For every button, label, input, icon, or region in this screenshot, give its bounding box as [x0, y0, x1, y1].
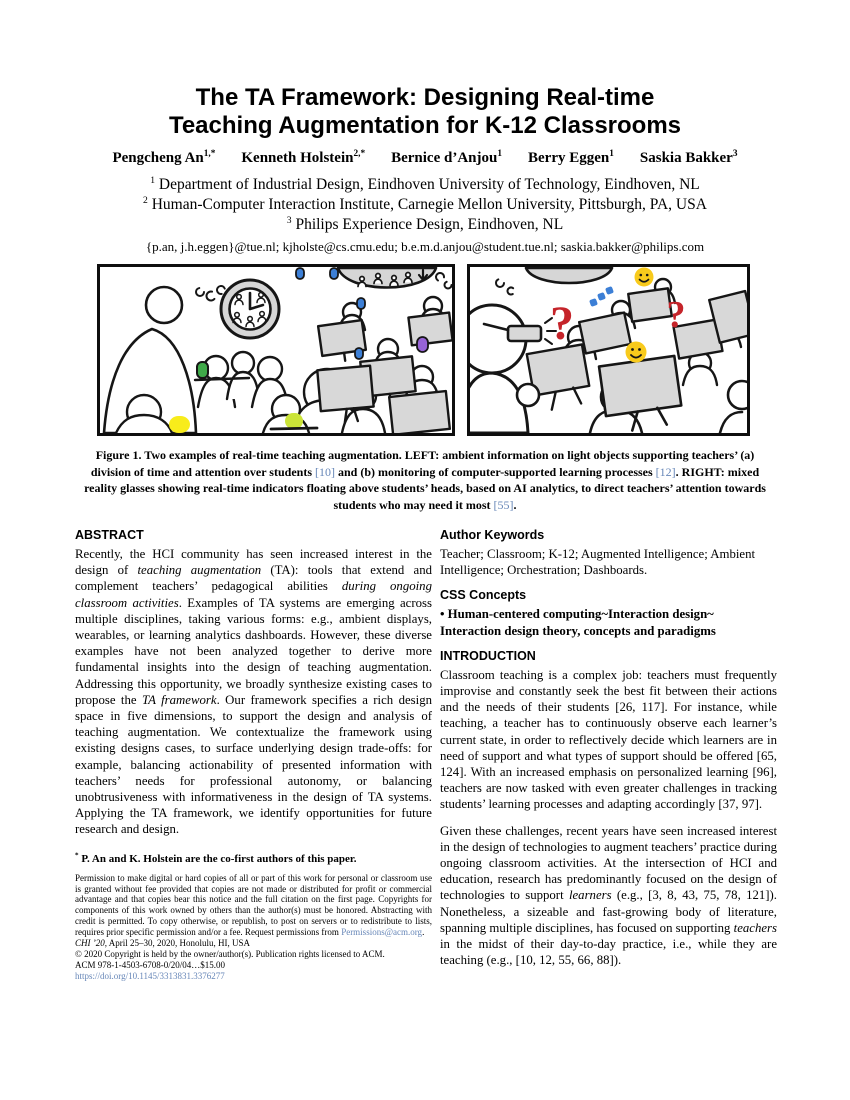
figure-1-right-panel [467, 264, 750, 436]
text-segment: . [422, 927, 425, 938]
introduction-heading: INTRODUCTION [440, 648, 536, 663]
left-column [75, 528, 432, 982]
citation-ref-12[interactable]: [12] [655, 464, 676, 479]
text-segment: teachers [733, 920, 777, 935]
text-segment: . Our framework specifies a rich design space in five dimensions, to support the design and analysis of teaching augmentation. We contextualize the framework using existing designs cases, to surface underlying design trade-offs: for example, balancing actionability of presented information with teachers’ needs for professional autonomy, or balancing unobtrusiveness with informativeness in the design of TA systems. Applying the TA framework, we identify opportunities for future research and design. [75, 692, 432, 837]
affiliation-line: $^3$ Philips Experience Design, Eindhoven, NL [286, 214, 564, 233]
doi-line [75, 971, 432, 982]
mr-glasses-illustration [470, 267, 747, 433]
student-right-figure [720, 381, 747, 433]
author-name: Kenneth Holstein$^{2,*}$ [241, 149, 366, 166]
abstract-text [75, 546, 432, 838]
ambient-light-green [197, 362, 208, 378]
citation-ref-10[interactable]: [10] [315, 464, 335, 479]
doi-link[interactable]: https://doi.org/10.1145/3313831.3376277 [75, 970, 225, 981]
paper-title [0, 84, 850, 140]
permissions-email-link[interactable]: Permissions@acm.org [341, 927, 423, 938]
author-keywords-heading: Author Keywords [440, 528, 545, 542]
text-segment: April 25–30, 2020, Honolulu, HI, USA [107, 938, 251, 949]
intro-paragraph-2 [440, 823, 777, 969]
paper-header [0, 84, 850, 255]
figure-1-left-panel [97, 264, 455, 436]
dome-display-icon [526, 268, 612, 283]
ambient-light-yellowgreen [285, 413, 303, 429]
author-name: Saskia Bakker$^3$ [639, 149, 738, 166]
status-light-purple [417, 337, 428, 352]
figure-1-caption [75, 447, 775, 513]
author-name: Pengcheng $An^{1,*}$ [112, 149, 216, 166]
right-column [440, 528, 777, 968]
text-segment: Recently, the HCI community has seen increased interest in the design of [75, 547, 432, 578]
status-light-blue [330, 268, 338, 279]
author-keywords-text: Teacher; Classroom; K-12; Augmented Intelligence; Ambient Intelligence; Orchestration; Dashboards. [440, 547, 756, 578]
copyright-line: © 2020 Copyright is held by the owner/author(s). Publication rights licensed to ACM. [75, 949, 385, 959]
text-segment: Given these challenges, recent years have seen increased interest in the design of technologies to augment teachers’ practice during ongoing classroom activities. At the intersection of HCI and education, research has predominantly focused on the design of technologies to support [440, 823, 777, 903]
permission-text [75, 873, 432, 938]
question-mark-indicator: ? [550, 297, 574, 350]
typing-dots-indicator [589, 286, 614, 307]
text-segment: learners [568, 888, 612, 903]
affiliation-line: $^1$ Department of Industrial Design, Eindhoven University of Technology, Eindhoven, NL [150, 174, 700, 193]
text-segment: (e.g., [3, 8, 43, 75, 78, 121]). Nonetheless, a sizeable and fast-growing body of literature, spanning multiple disciplines, has focused on supporting [440, 888, 777, 935]
text-segment: Interaction design theory, concepts and paradigms [440, 623, 716, 638]
text-segment: . Examples of TA systems are emerging across multiple disciplines, taking various forms: e.g., ambient displays, wearables, or learning analytics dashboards. However, these diverse examples have not been analyzed together to derive more fundamental insights into the design of teaching augmentation. Addressing this opportunity, we broadly synthesize existing cases to propose the [75, 595, 432, 707]
text-segment: * [75, 851, 79, 859]
text-segment: TA framework [141, 692, 217, 707]
text-segment: P. An and K. Holstein are the co-first authors of this paper. [78, 852, 357, 865]
affiliation-line: $^2$ Human-Computer Interaction Institute, Carnegie Mellon University, Pittsburgh, PA, USA [143, 194, 707, 213]
text-segment: Permission to make digital or hard copies of all or part of this work for personal or classroom use is granted without fee provided that copies are not made or distributed for profit or commercial advantage and that copies bear this notice and the full citation on the first page. Copyrights for components of this work owned by others than the author(s) must be honored. Abstracting with credit is permitted. To copy otherwise, or republish, to post on servers or to redistribute to lists, requires prior specific permission and/or a fee. Request permissions from [75, 872, 432, 938]
text-segment: in the midst of their day-to-day practice, i.e., while they are teaching (e.g., [10, 12, 55, 66, 88]). [440, 937, 777, 968]
author-emails: {p.an, j.h.eggen}@tue.nl; kjholste@cs.cmu.edu; b.e.m.d.anjou@student.tue.nl; saskia.bakker@philips.com [145, 239, 705, 254]
text-segment: . RIGHT: mixed reality glasses showing real-time indicators floating above students’ heads, based on AI analytics, to direct teachers’ attention towards students who may need it most [84, 464, 766, 512]
classroom-ambient-illustration [100, 267, 452, 433]
isbn-line: ACM 978-1-4503-6708-0/20/04…$15.00 [75, 959, 225, 970]
text-segment: Figure 1. Two examples of real-time teaching augmentation. LEFT: ambient information on light objects supporting teachers’ (a) division of time and attention over students [90, 448, 755, 479]
smiley-indicator [626, 342, 647, 363]
sound-marks-icon [435, 272, 452, 289]
cofirst-author-footnote [75, 852, 432, 866]
text-segment: • Human-centered computing~Interaction design~ [440, 607, 714, 622]
ccs-concepts-text [440, 606, 777, 638]
status-light-blue [355, 348, 363, 359]
question-mark-indicator: ? [666, 294, 686, 336]
author-name: Bernice d’Anjou$^1$ [391, 149, 502, 166]
clock-icon [221, 280, 279, 338]
venue-line [75, 938, 432, 949]
text-segment: (TA): tools that extend and complement teachers’ pedagogical abilities [75, 563, 432, 594]
copyright-block [75, 873, 432, 982]
status-light-blue [357, 298, 365, 309]
figure-1 [97, 264, 750, 436]
author-name: Berry Eggen$^1$ [528, 149, 614, 166]
title-line-1: The TA Framework: Designing Real-time [195, 84, 655, 111]
abstract-heading: ABSTRACT [75, 528, 144, 542]
desk-line [271, 428, 317, 429]
text-segment: . [513, 497, 517, 512]
text-segment: and (b) monitoring of computer-supported learning processes [335, 464, 656, 479]
affiliation-list [0, 175, 850, 235]
intro-paragraph-1: Classroom teaching is a complex job: teachers must frequently improvise and constantly seek the best fit between their actions and the needs of their students [26, 117]. For instance, while teaching, a teacher has to continuously observe each learner’s current state, in order to reflectively decide which learners are in need of support and what types of support should be offered [65, 124]. With an increased emphasis on personalized learning [96], teachers are now tasked with even greater challenges in tracking students’ learning processes and adapting accordingly [37, 97]. [440, 667, 777, 812]
citation-ref-55[interactable]: [55] [493, 497, 514, 512]
smiley-indicator [635, 268, 654, 287]
status-light-blue [296, 268, 304, 279]
author-list [0, 150, 850, 167]
text-segment: teaching augmentation [137, 563, 262, 578]
title-line-2: Teaching Augmentation for K-12 Classrooms [168, 112, 682, 139]
text-segment: during ongoing classroom activities [75, 579, 432, 610]
ccs-concepts-heading: CSS Concepts [440, 588, 527, 603]
sound-marks-icon [496, 279, 516, 296]
text-segment: CHI ’20, [75, 938, 107, 949]
ambient-light-yellow [169, 416, 190, 433]
dome-display-icon [338, 268, 436, 288]
